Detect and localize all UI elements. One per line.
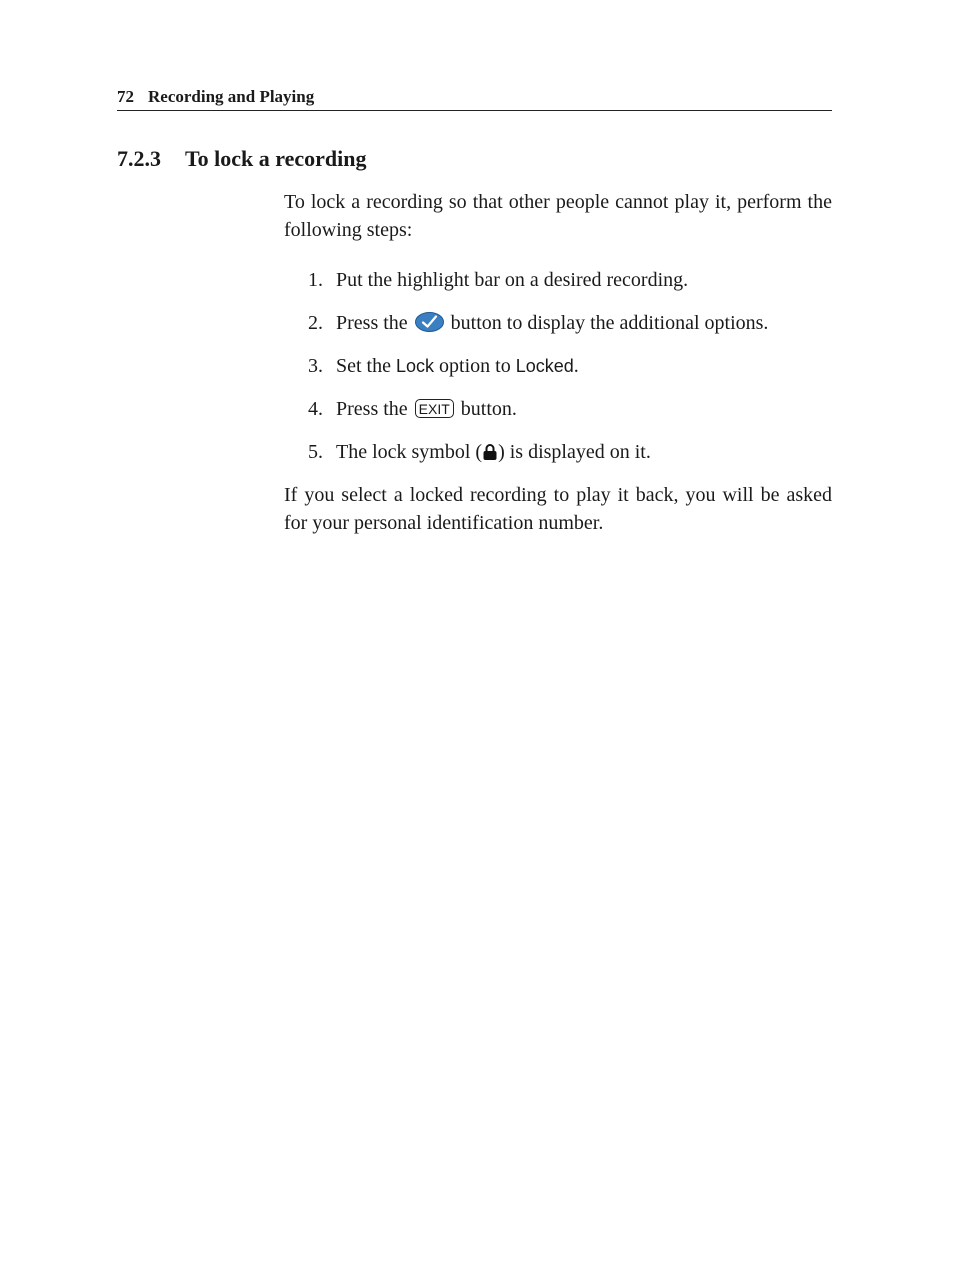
step-number: 2. xyxy=(308,312,323,334)
step-text: button to display the additional options. xyxy=(450,312,769,334)
step-number: 1. xyxy=(308,269,323,291)
step-text: Press the xyxy=(336,398,408,420)
step-text: button. xyxy=(460,398,517,420)
step-number: 5. xyxy=(308,441,323,463)
step-text: . xyxy=(573,355,579,377)
list-item xyxy=(284,309,832,337)
steps-list xyxy=(284,266,832,466)
closing-paragraph: If you select a locked recording to play it back, you will be asked for your personal identification number. xyxy=(284,484,832,534)
step-text: option to xyxy=(439,355,511,377)
list-item xyxy=(284,352,832,380)
step-text: Put the highlight bar on a desired recording. xyxy=(336,269,689,291)
step-text: Set the xyxy=(336,355,391,377)
list-item xyxy=(284,266,832,294)
lock-icon xyxy=(482,443,498,461)
page-header xyxy=(117,86,832,111)
section-heading xyxy=(117,144,367,174)
chapter-title: Recording and Playing xyxy=(148,87,315,106)
list-item xyxy=(284,438,832,466)
exit-key-icon: EXIT xyxy=(415,399,454,418)
option-value: Locked xyxy=(515,356,574,376)
page-number: 72 xyxy=(117,87,134,106)
step-number: 3. xyxy=(308,355,323,377)
step-text: Press the xyxy=(336,312,408,334)
option-name: Lock xyxy=(396,356,435,376)
section-body xyxy=(284,188,832,537)
ok-check-button-icon xyxy=(415,312,444,332)
section-title: To lock a recording xyxy=(185,146,367,171)
step-number: 4. xyxy=(308,398,323,420)
section-number: 7.2.3 xyxy=(117,146,161,171)
list-item xyxy=(284,395,832,423)
step-text: The lock symbol ( xyxy=(336,441,483,463)
intro-paragraph: To lock a recording so that other people cannot play it, perform the following steps: xyxy=(284,191,832,241)
step-text: ) is displayed on it. xyxy=(498,441,651,463)
